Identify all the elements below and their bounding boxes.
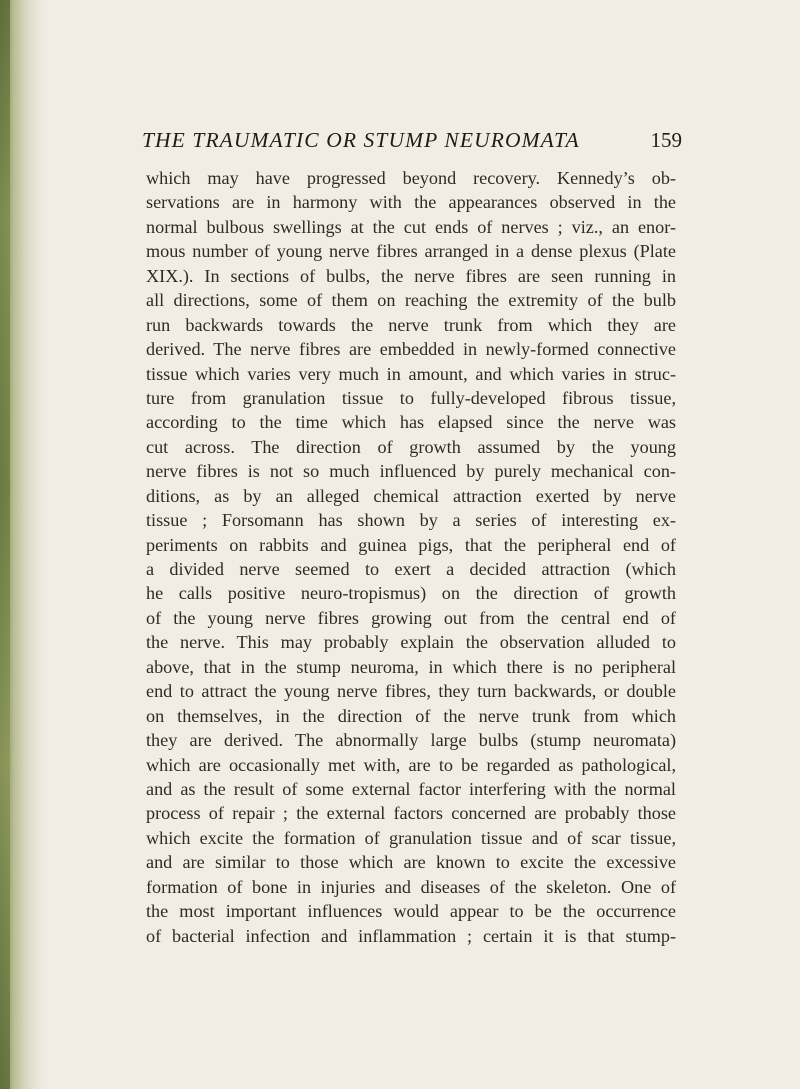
- text-line: tissue ; Forsomann has shown by a series of interesting ex-: [146, 510, 676, 531]
- text-line: derived. The nerve fibres are embedded in newly-formed connective: [146, 339, 676, 360]
- text-line: nerve fibres is not so much influenced by purely mechanical con-: [146, 461, 676, 482]
- text-line: normal bulbous swellings at the cut ends of nerves ; viz., an enor-: [146, 216, 676, 237]
- text-line: a divided nerve seemed to exert a decided attraction (which: [146, 559, 676, 579]
- text-line: XIX.). In sections of bulbs, the nerve fibres are seen running in: [146, 265, 676, 286]
- text-line: ditions, as by an alleged chemical attraction exerted by nerve: [146, 485, 676, 506]
- text-line: of the young nerve fibres growing out from the central end of: [146, 607, 676, 628]
- text-line: of bacterial infection and inflammation ; certain it is that stump-: [146, 925, 676, 946]
- text-line: and as the result of some external factor interfering with the normal: [146, 778, 676, 799]
- text-line: the most important influences would appear to be the occurrence: [146, 901, 676, 922]
- text-line: run backwards towards the nerve trunk from which they are: [146, 314, 676, 335]
- text-line: and are similar to those which are known to excite the excessive: [146, 852, 676, 873]
- text-line: which excite the formation of granulation tissue and of scar tissue,: [146, 827, 676, 848]
- text-line: mous number of young nerve fibres arranged in a dense plexus (Plate: [146, 241, 676, 262]
- text-line: periments on rabbits and guinea pigs, that the peripheral end of: [146, 534, 676, 555]
- page-number: 159: [650, 128, 682, 152]
- text-line: process of repair ; the external factors concerned are probably those: [146, 803, 676, 824]
- text-line: he calls positive neuro-tropismus) on the direction of growth: [146, 583, 676, 604]
- text-line: the nerve. This may probably explain the observation alluded to: [146, 632, 676, 653]
- text-line: they are derived. The abnormally large bulbs (stump neuromata): [146, 730, 676, 751]
- text-line: ture from granulation tissue to fully-developed fibrous tissue,: [146, 387, 676, 408]
- text-line: above, that in the stump neuroma, in which there is no peripheral: [146, 656, 676, 677]
- text-line: servations are in harmony with the appearances observed in the: [146, 192, 676, 213]
- page-binding-shadow: [0, 0, 48, 1089]
- text-line: cut across. The direction of growth assumed by the young: [146, 436, 676, 457]
- text-line: which are occasionally met with, are to be regarded as pathological,: [146, 754, 676, 775]
- text-line: according to the time which has elapsed since the nerve was: [146, 412, 676, 433]
- text-line: end to attract the young nerve fibres, they turn backwards, or double: [146, 681, 676, 702]
- running-head: [142, 128, 682, 162]
- body-text: [146, 166, 676, 948]
- text-line: all directions, some of them on reaching the extremity of the bulb: [146, 290, 676, 311]
- text-line: on themselves, in the direction of the nerve trunk from which: [146, 705, 676, 726]
- text-line: tissue which varies very much in amount, and which varies in struc-: [146, 363, 676, 384]
- running-title: THE TRAUMATIC OR STUMP NEUROMATA: [142, 128, 580, 152]
- text-line: which may have progressed beyond recovery. Kennedy’s ob-: [146, 168, 676, 188]
- text-line: formation of bone in injuries and diseases of the skeleton. One of: [146, 876, 676, 897]
